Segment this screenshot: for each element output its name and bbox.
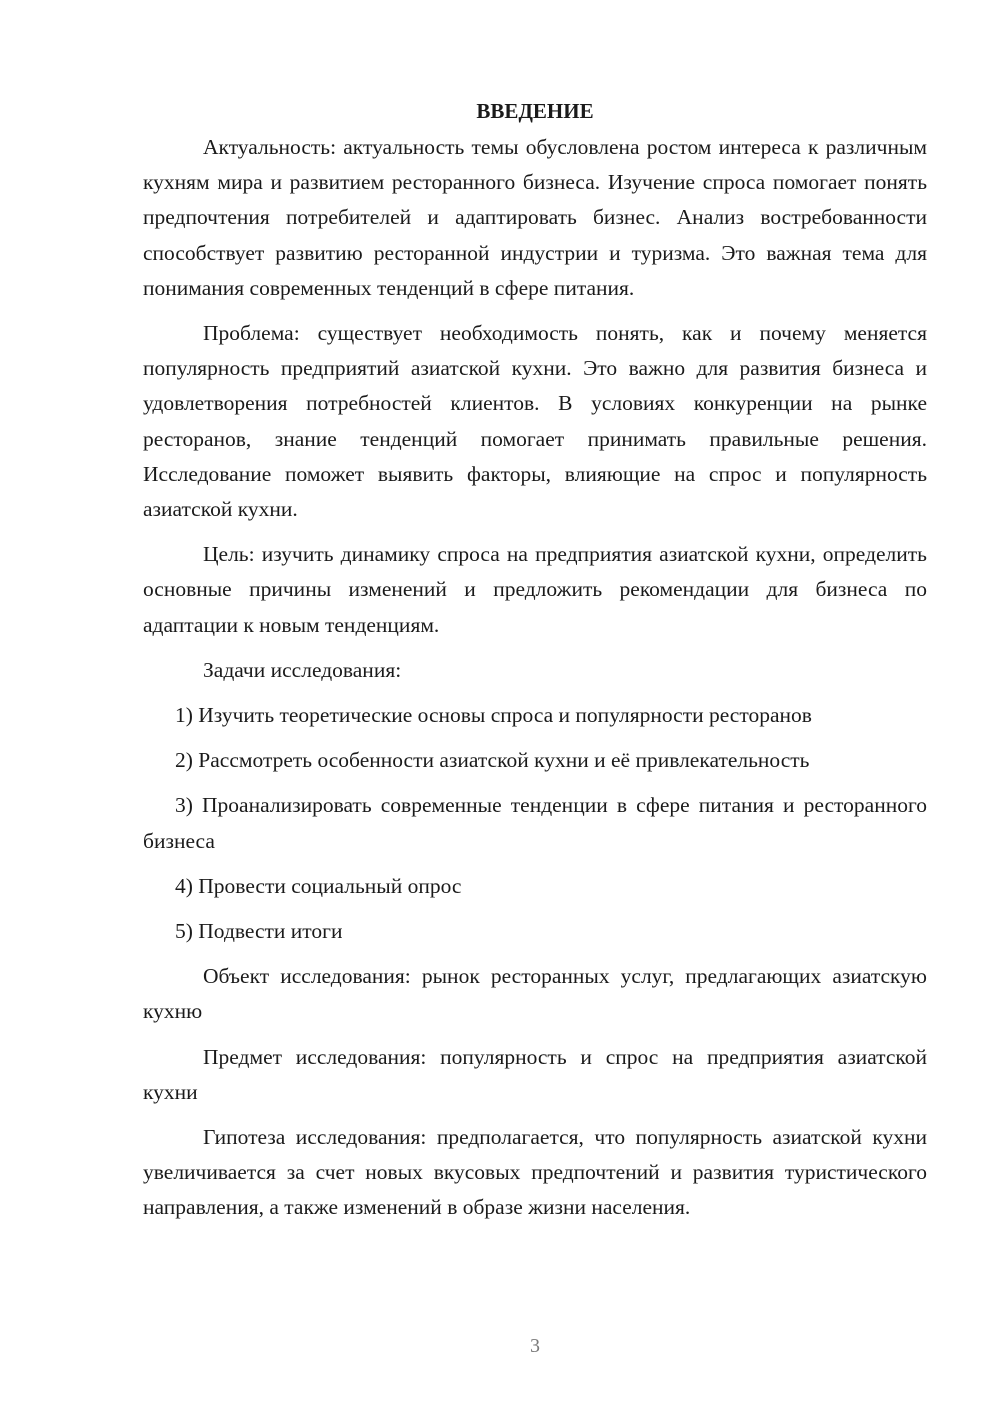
task-item-1: 1) Изучить теоретические основы спроса и популярности ресторанов	[175, 703, 812, 728]
paragraph-object: Объект исследования: рынок ресторанных услуг, предлагающих азиатскую кухню	[143, 964, 927, 1024]
task-item-3: 3) Проанализировать современные тенденции в сфере питания и ресторанного бизнеса	[143, 793, 927, 853]
page-number: 3	[530, 1335, 540, 1357]
task-item-2: 2) Рассмотреть особенности азиатской кухни и её привлекательность	[175, 748, 810, 773]
document-page	[143, 96, 927, 1236]
task-item-5: 5) Подвести итоги	[175, 919, 343, 944]
paragraph-subject: Предмет исследования: популярность и спрос на предприятия азиатской кухни	[143, 1044, 927, 1104]
task-item-4: 4) Провести социальный опрос	[175, 873, 462, 898]
paragraph-hypothesis: Гипотеза исследования: предполагается, что популярность азиатской кухни увеличивается за счет новых вкусовых предпочтений и развития туристического направления, а также изменений в образе жизни населения.	[143, 1125, 927, 1220]
paragraph-problem: Проблема: существует необходимость понять, как и почему меняется популярность предприятий азиатской кухни. Это важно для развития бизнеса и удовлетворения потребностей клиентов. В условиях конкуренции на рынке ресторанов, знание тенденций помогает принимать правильные решения. Исследование поможет выявить факторы, влияющие на спрос и популярность азиатской кухни.	[143, 321, 927, 522]
paragraph-goal: Цель: изучить динамику спроса на предприятия азиатской кухни, определить основные причины изменений и предложить рекомендации для бизнеса по адаптации к новым тенденциям.	[143, 542, 927, 637]
paragraph-relevance: Актуальность: актуальность темы обусловлена ростом интереса к различным кухням мира и развитием ресторанного бизнеса. Изучение спроса помогает понять предпочтения потребителей и адаптировать бизнес. Анализ востребованности способствует развитию ресторанной индустрии и туризма. Это важная тема для понимания современных тенденций в сфере питания.	[143, 135, 927, 300]
tasks-title: Задачи исследования:	[203, 657, 402, 682]
page-title: ВВЕДЕНИЕ	[476, 99, 594, 123]
